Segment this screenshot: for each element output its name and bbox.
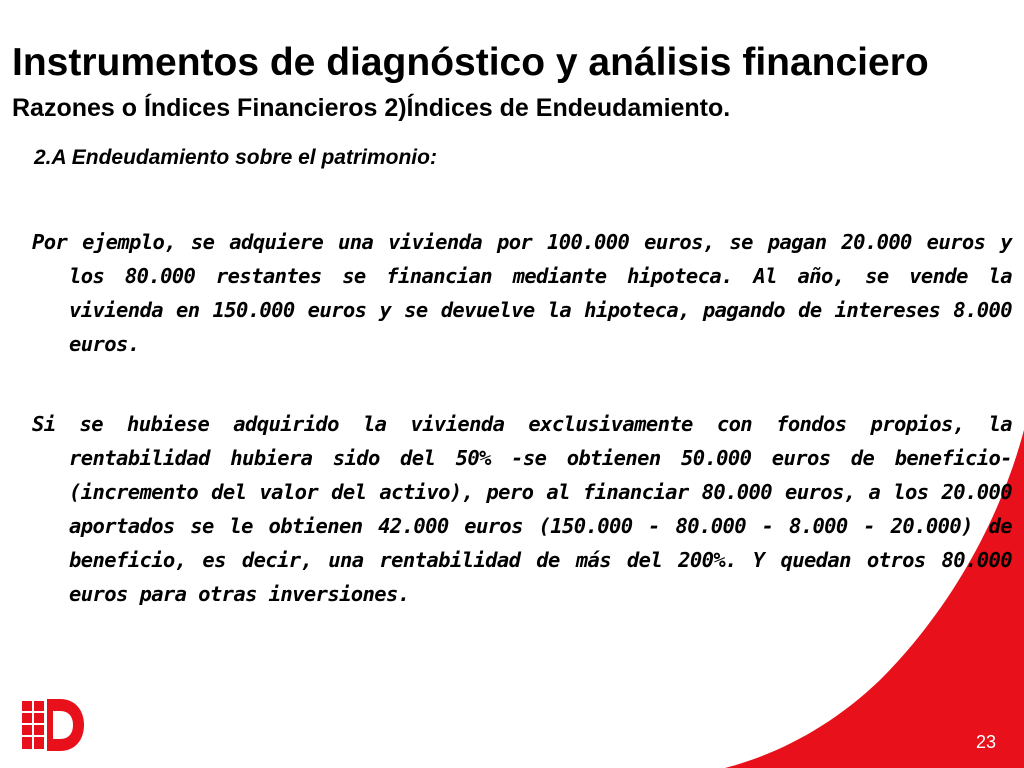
- section-heading: 2.A Endeudamiento sobre el patrimonio:: [34, 146, 437, 169]
- slide-title: Instrumentos de diagnóstico y análisis financiero: [12, 41, 929, 84]
- explanation-paragraph: Si se hubiese adquirido la vivienda exclusivamente con fondos propios, la rentabilidad hubiera sido del 50% -se obtienen 50.000 euros de beneficio- (incremento del valor del activo), pero al financiar 80.000 euros, a los 20.000 aportados se le obtienen 42.000 euros (150.000 - 80.000 - 8.000 - 20.000) de beneficio, es decir, una rentabilidad de más del 200%. Y quedan otros 80.000 euros para otras inversiones.: [32, 412, 1012, 606]
- page-number: 23: [975, 732, 996, 752]
- slide-subtitle: Razones o Índices Financieros 2)Índices de Endeudamiento.: [12, 94, 731, 122]
- university-logo-icon: [22, 697, 84, 753]
- example-paragraph: Por ejemplo, se adquiere una vivienda por 100.000 euros, se pagan 20.000 euros y los 80.000 restantes se financian mediante hipoteca. Al año, se vende la vivienda en 150.000 euros y se devuelve la hipoteca, pagando de intereses 8.000 euros.: [32, 230, 1012, 356]
